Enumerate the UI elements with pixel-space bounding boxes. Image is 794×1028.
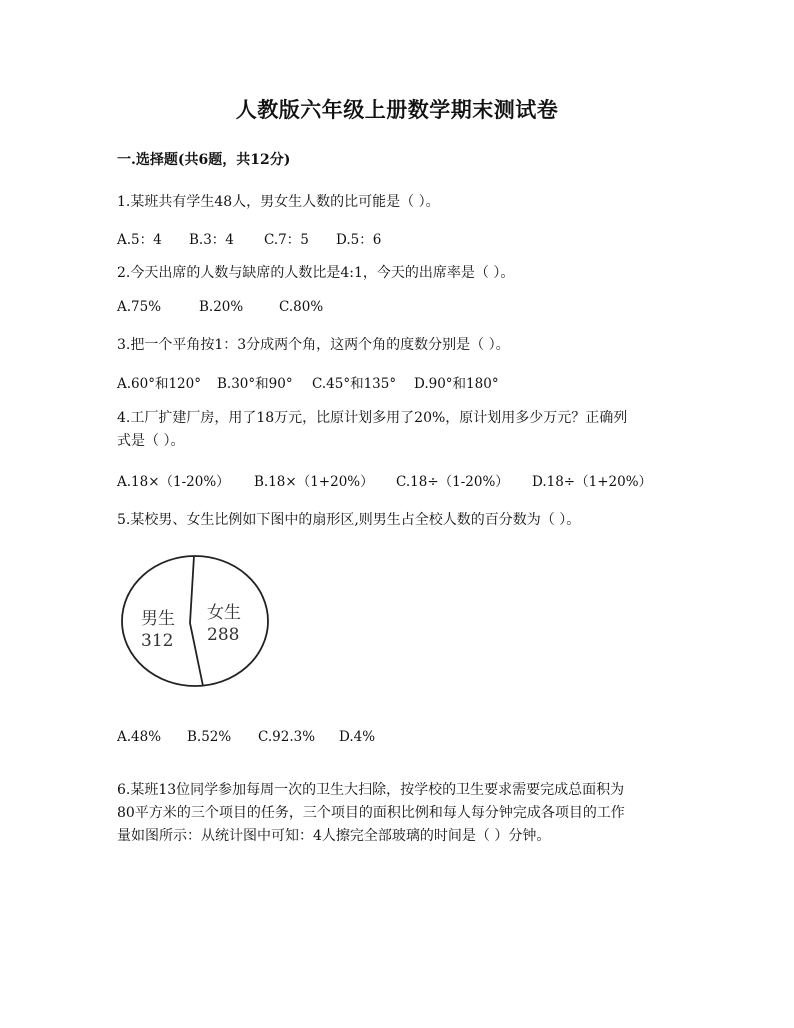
question-4-stem-line-1: 4.工厂扩建厂房，用了18万元，比原计划多用了20%，原计划用多少万元？正确列 (117, 410, 628, 426)
question-4-stem-line-2: 式是（ ）。 (117, 433, 185, 449)
question-4-options (117, 470, 652, 490)
question-1-stem: 1.某班共有学生48人，男女生人数的比可能是（ ）。 (117, 194, 440, 210)
option-b: B.30°和90° (217, 376, 293, 392)
question-5-options (117, 729, 375, 745)
option-a: A.5：4 (117, 232, 162, 248)
question-3-options (117, 372, 499, 392)
option-c: C.18÷（1-20%） (396, 474, 509, 490)
option-d: D.5：6 (336, 232, 382, 248)
girls-label: 女生 (207, 603, 241, 623)
option-a: A.60°和120° (117, 376, 201, 392)
question-3-stem: 3.把一个平角按1：3分成两个角，这两个角的度数分别是（ ）。 (117, 337, 510, 353)
option-a: A.18×（1-20%） (117, 474, 230, 490)
option-a: A.48% (117, 729, 162, 745)
question-1-options (117, 228, 381, 248)
section-heading: 一.选择题(共6题，共12分) (117, 152, 291, 168)
boys-value: 312 (141, 631, 174, 651)
option-a: A.75% (117, 299, 162, 315)
question-6-line-3: 量如图所示：从统计图中可知：4人擦完全部玻璃的时间是（ ）分钟。 (117, 828, 551, 844)
option-b: B.3：4 (189, 232, 234, 248)
option-c: C.92.3% (258, 729, 316, 745)
girls-value: 288 (207, 625, 240, 645)
question-6-line-2: 80平方米的三个项目的任务，三个项目的面积比例和每人每分钟完成各项目的工作 (117, 805, 625, 821)
question-5-stem: 5.某校男、女生比例如下图中的扇形区,则男生占全校人数的百分数为（ ）。 (117, 512, 581, 528)
option-b: B.20% (199, 299, 244, 315)
option-c: C.45°和135° (312, 376, 397, 392)
question-6-line-1: 6.某班13位同学参加每周一次的卫生大扫除，按学校的卫生要求需要完成总面积为 (117, 782, 625, 798)
question-2-stem: 2.今天出席的人数与缺席的人数比是4:1，今天的出席率是（ ）。 (117, 265, 515, 281)
option-b: B.18×（1+20%） (254, 474, 374, 490)
boys-label: 男生 (141, 609, 175, 629)
pie-divider (190, 556, 203, 686)
option-d: D.18÷（1+20%） (532, 474, 653, 490)
page-title: 人教版六年级上册数学期末测试卷 (235, 97, 559, 122)
boys-girls-pie-chart (117, 553, 277, 689)
option-c: C.80% (279, 299, 324, 315)
option-b: B.52% (187, 729, 232, 745)
option-d: D.90°和180° (414, 376, 499, 392)
question-2-options (117, 299, 323, 315)
option-d: D.4% (339, 729, 376, 745)
option-c: C.7：5 (264, 232, 309, 248)
